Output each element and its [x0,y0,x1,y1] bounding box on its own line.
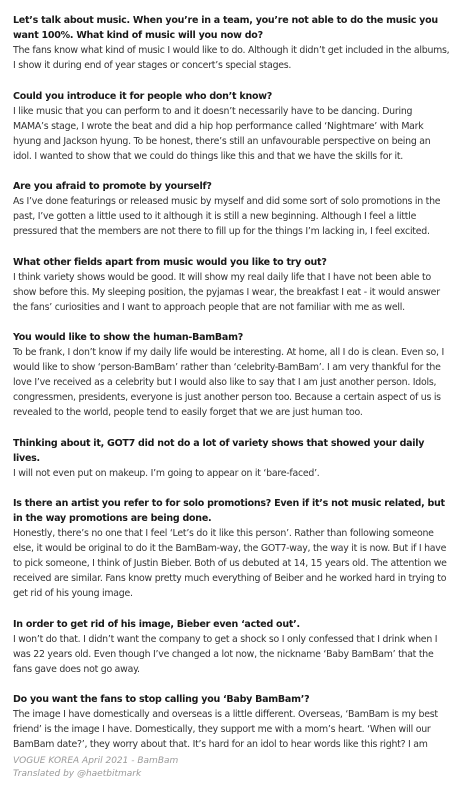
qa-block [13,255,450,315]
question: Is there an artist you refer to for solo promotions? Even if it’s not music related, but in the way promotions are being done. [13,498,445,524]
translator-credit: Translated by @haetbitmark [13,769,142,779]
answer: The fans know what kind of music I would like to do. Although it didn’t get included in the albums, I show it during end of year stages or concert’s special stages. [13,45,450,71]
answer: To be frank, I don’t know if my daily life would be interesting. At home, all I do is clean. Even so, I would like to show ‘person-BamBam’ rather than ‘celebrity-BamBam’. I am very thankful for the love I’ve received as a celebrity but I would also like to say that I am just another person. Idols, congressmen, presidents, everyone is just another person too. Because a certain aspect of us is revealed to the world, people tend to easily forget that we are just human too. [13,347,444,418]
qa-block [13,330,450,420]
qa-block [13,496,450,601]
question: You would like to show the human-BamBam? [13,332,243,343]
answer: I think variety shows would be good. It will show my real daily life that I have not been able to show before this. My sleeping position, the pyjamas I wear, the breakfast I eat - it would answer the fans’ curiosities and I want to approach people that are not familiar with me as well. [13,271,440,313]
qa-block [13,179,450,239]
answer: I will not even put on makeup. I’m going to appear on it ‘bare-faced’. [13,467,320,479]
source-credit: VOGUE KOREA April 2021 - BamBam [13,756,179,766]
question: Let’s talk about music. When you’re in a team, you’re not able to do the music you want 100%. What kind of music will you now do? [13,15,438,41]
qa-block [13,692,450,752]
answer: Honestly, there’s no one that I feel ‘Let’s do it like this person’. Rather than following someone else, it would be original to do it the BamBam-way, the GOT7-way, the way it is now. But if I have to pick someone, I think of Justin Bieber. Both of us debuted at 14, 15 years old. The attention we received are similar. Fans know pretty much everything of Beiber and he worked hard in trying to get rid of his young image. [13,528,447,599]
question: Do you want the fans to stop calling you ‘Baby BamBam’? [13,694,310,705]
question: Are you afraid to promote by yourself? [13,181,212,192]
answer: I won’t do that. I didn’t want the company to get a shock so I only confessed that I drink when I was 22 years old. Even though I’ve changed a lot now, the nickname ‘Baby BamBam’ that the fans gave does not go away. [13,633,438,675]
qa-block [13,436,450,481]
question: In order to get rid of his image, Bieber even ‘acted out’. [13,618,300,630]
qa-block [13,89,450,164]
qa-block [13,13,450,73]
question: Could you introduce it for people who don’t know? [13,90,273,102]
answer: I like music that you can perform to and it doesn’t necessarily have to be dancing. During MAMA’s stage, I wrote the beat and did a hip hop performance called ‘Nightmare’ with Mark hyung and Jackson hyung. To be honest, there’s still an unfavourable perspective on being an idol. I wanted to show that we could do things like this and that we have the skills for it. [13,105,431,162]
qa-block [13,617,450,677]
source-footer [13,755,178,781]
answer: As I’ve done featurings or released music by myself and did some sort of solo promotions in the past, I’ve gotten a little used to it although it is still a new beginning. Although I feel a little pressured that the members are not there to fill up for the things I’m lacking in, I feel excited. [13,196,441,237]
question: Thinking about it, GOT7 did not do a lot of variety shows that showed your daily lives. [13,437,425,464]
question: What other fields apart from music would you like to try out? [13,256,327,268]
answer: The image I have domestically and overseas is a little different. Overseas, ‘BamBam is my best friend’ is the image I have. Domestically, they support me with a mom’s heart. ‘When will our BamBam date?’, they worry about that. It’s hard for an idol to hear words like this right? I am [13,709,438,750]
